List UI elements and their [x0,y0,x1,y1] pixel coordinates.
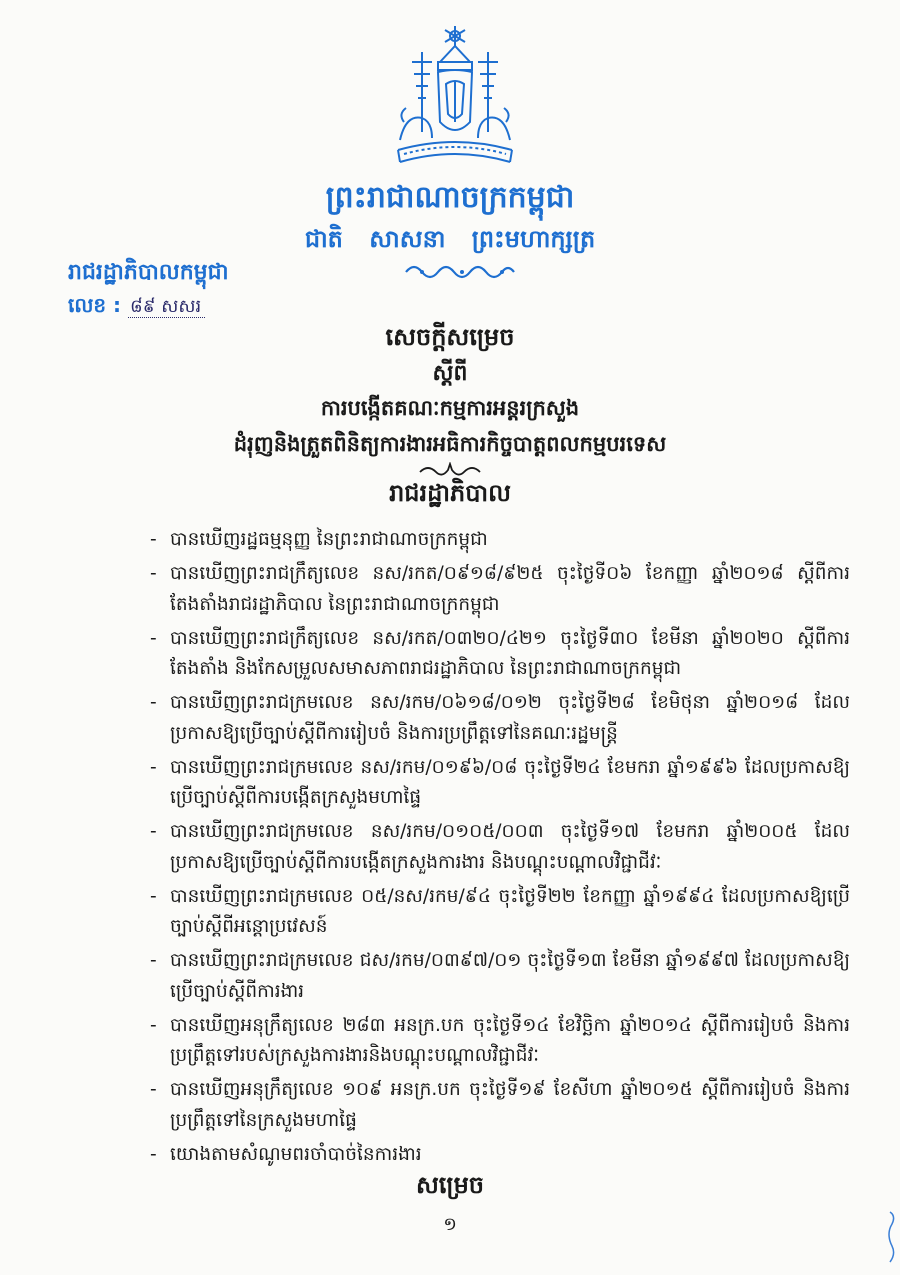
margin-mark-icon [884,1208,898,1268]
decision-title-block [0,318,900,462]
section-heading: រាជរដ្ឋាភិបាល [389,478,511,507]
list-item: - យោងតាមសំណូមពរចាំបាច់នៃការងារ [150,1143,422,1165]
small-ornament-icon [418,462,482,478]
decision-heading: សម្រេច [415,1170,485,1199]
list-item: - បានឃើញព្រះរាជក្រមលេខ នស/រកម/០១៩៦/០៨ ចុះថ្ងៃទី២៤ ខែមករា ឆ្នាំ១៩៩៦ ដែលប្រកាសឱ្យប្រើច្បាប់ស្តីពីការបង្កើតក្រសួងមហាផ្ទៃ [150,756,850,808]
royal-arms-emblem-icon [390,22,520,172]
list-item: - បានឃើញព្រះរាជក្រមលេខ នស/រកម/០១០៥/០០៣ ចុះថ្ងៃទី១៧ ខែមករា ឆ្នាំ២០០៥ ដែលប្រកាសឱ្យប្រើច្បាប់ស្តីពីការបង្កើតក្រសួងការងារ និងបណ្តុះបណ្តាលវិជ្ជាជីវៈ [150,821,850,873]
list-item: - បានឃើញព្រះរាជក្រឹត្យលេខ នស/រកត/០៩១៨/៩២៥ ចុះថ្ងៃទី០៦ ខែកញ្ញា ឆ្នាំ២០១៨ ស្តីពីការតែងតាំងរាជរដ្ឋាភិបាល នៃព្រះរាជាណាចក្រកម្ពុជា [150,563,850,615]
title-subject-line1: ការបង្កើតគណៈកម្មការអន្តរក្រសួង [320,395,580,420]
list-item: - បានឃើញព្រះរាជក្រមលេខ នស/រកម/០៦១៨/០១២ ចុះថ្ងៃទី២៨ ខែមិថុនា ឆ្នាំ២០១៨ ដែលប្រកាសឱ្យប្រើច្បាប់ស្តីពីការរៀបចំ និងការប្រព្រឹត្តទៅនៃគណៈរដ្ឋមន្ត្រី [150,692,850,744]
ornament-divider-icon [402,260,522,284]
title-subject-line2: ដំរុញនិងត្រួតពិនិត្យការងារអធិការកិច្ចបាត្តពលកម្មបរទេស [233,431,667,456]
document-number-value: ៨៩ សសរ [128,296,205,318]
list-item: - បានឃើញព្រះរាជក្រឹត្យលេខ នស/រកត/០៣២០/៤២១ ចុះថ្ងៃទី៣០ ខែមីនា ឆ្នាំ២០២០ ស្តីពីការតែងតាំង និងកែសម្រួលសមាសភាពរាជរដ្ឋាភិបាល នៃព្រះរាជាណាចក្រកម្ពុជា [150,627,850,679]
legal-basis-list [150,525,850,1174]
kingdom-title: ព្រះរាជាណាចក្រកម្ពុជា [325,180,575,215]
page-number: ១ [443,1214,457,1235]
national-motto: ជាតិ សាសនា ព្រះមហាក្សត្រ [304,225,596,253]
title-about: ស្តីពី [432,360,468,386]
list-item: - បានឃើញអនុក្រឹត្យលេខ ២៨៣ អនក្រ.បក ចុះថ្ងៃទី១៤ ខែវិច្ឆិកា ឆ្នាំ២០១៤ ស្តីពីការរៀបចំ និងការប្រព្រឹត្តទៅរបស់ក្រសួងការងារនិងបណ្តុះបណ្តាលវិជ្ជាជីវៈ [150,1014,850,1066]
document-type-title: សេចក្តីសម្រេច [385,322,515,351]
list-item: - បានឃើញព្រះរាជក្រមលេខ ០៥/នស/រកម/៩៤ ចុះថ្ងៃទី២២ ខែកញ្ញា ឆ្នាំ១៩៩៤ ដែលប្រកាសឱ្យប្រើច្បាប់ស្តីពីអន្តោប្រវេសន៍ [150,885,850,937]
government-label: រាជរដ្ឋាភិបាលកម្ពុជា [68,260,229,285]
list-item: - បានឃើញអនុក្រឹត្យលេខ ១០៩ អនក្រ.បក ចុះថ្ងៃទី១៩ ខែសីហា ឆ្នាំ២០១៥ ស្តីពីការរៀបចំ និងការប្រព្រឹត្តទៅនៃក្រសួងមហាផ្ទៃ [150,1079,850,1131]
document-number-label: លេខ : [68,293,122,317]
list-item: - បានឃើញព្រះរាជក្រមលេខ ជស/រកម/០៣៩៧/០១ ចុះថ្ងៃទី១៣ ខែមីនា ឆ្នាំ១៩៩៧ ដែលប្រកាសឱ្យប្រើច្បាប់ស្តីពីការងារ [150,950,850,1002]
list-item: - បានឃើញរដ្ឋធម្មនុញ្ញ នៃព្រះរាជាណាចក្រកម្ពុជា [150,529,488,550]
